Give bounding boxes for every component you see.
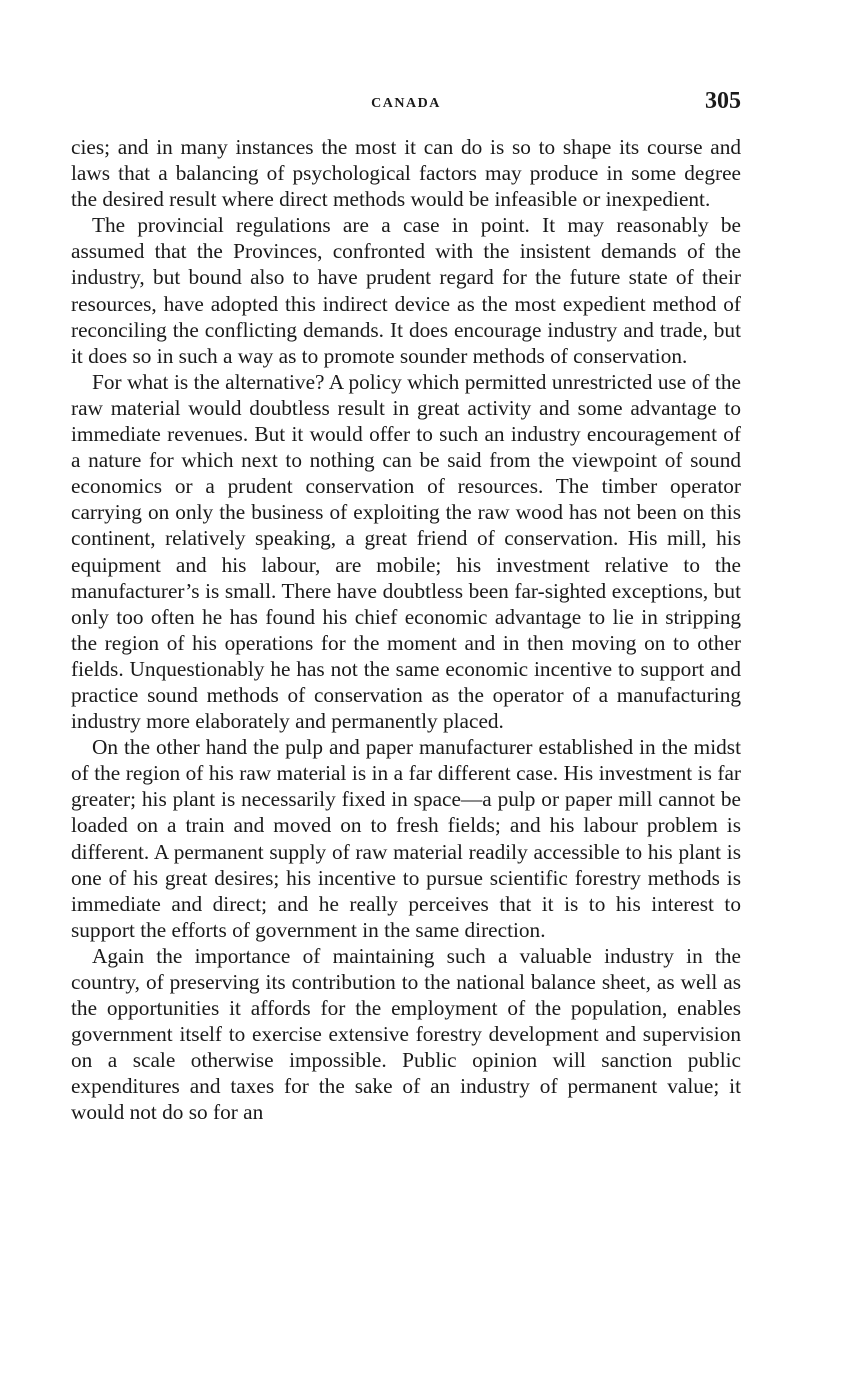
paragraph-national-importance: Again the importance of maintaining such a valuable industry in the country, of preserving its contribution to the national balance sheet, as well as the opportunities it affords for the employment of the population, enables government itself to exercise extensive forestry development and supervision on a scale otherwise impossible. Public opinion will sanction public expenditures and taxes for the sake of an industry of permanent value; it would not do so for an (71, 943, 741, 1125)
paragraph-pulp-manufacturer: On the other hand the pulp and paper manufacturer established in the midst of the region of his raw material is in a far different case. His investment is far greater; his plant is necessarily fixed in space—a pulp or paper mill cannot be loaded on a train and moved on to fresh fields; and his labour problem is different. A permanent supply of raw material readily accessible to his plant is one of his great desires; his incentive to pursue scientific forestry methods is immediate and direct; and he really perceives that it is to his interest to support the efforts of government in the same direction. (71, 735, 741, 942)
running-head (71, 88, 741, 122)
body-text (71, 134, 741, 1126)
paragraph-continued: cies; and in many instances the most it can do is so to shape its course and laws that a balancing of psychological factors may produce in some degree the desired result where direct methods would be infeasible or inexpedient. (71, 135, 741, 212)
paragraph-alternative: For what is the alternative? A policy which permitted unrestricted use of the raw material would doubtless result in great activity and some advantage to immediate revenues. But it would offer to such an industry encouragement of a nature for which next to nothing can be said from the viewpoint of sound economics or a prudent conservation of resources. The timber operator carrying on only the business of exploiting the raw wood has not been on this continent, relatively speaking, a great friend of conservation. His mill, his equipment and his labour, are mobile; his investment relative to the manufacturer’s is small. There have doubtless been far-sighted exceptions, but only too often he has found his chief economic advantage to lie in stripping the region of his operations for the moment and in then moving on to other fields. Unquestionably he has not the same economic incentive to support and practice sound methods of conservation as the operator of a manufacturing industry more elaborately and permanently placed. (71, 369, 741, 734)
running-title: CANADA (371, 96, 441, 111)
book-page (71, 88, 741, 1126)
page-number: 305 (705, 88, 741, 114)
paragraph-provincial-regulations: The provincial regulations are a case in point. It may reasonably be assumed that the Provinces, confronted with the insistent demands of the industry, but bound also to have prudent regard for the future state of their resources, have adopted this indirect device as the most expedient method of reconciling the conflicting demands. It does encourage industry and trade, but it does so in such a way as to promote sounder methods of conservation. (71, 213, 741, 368)
